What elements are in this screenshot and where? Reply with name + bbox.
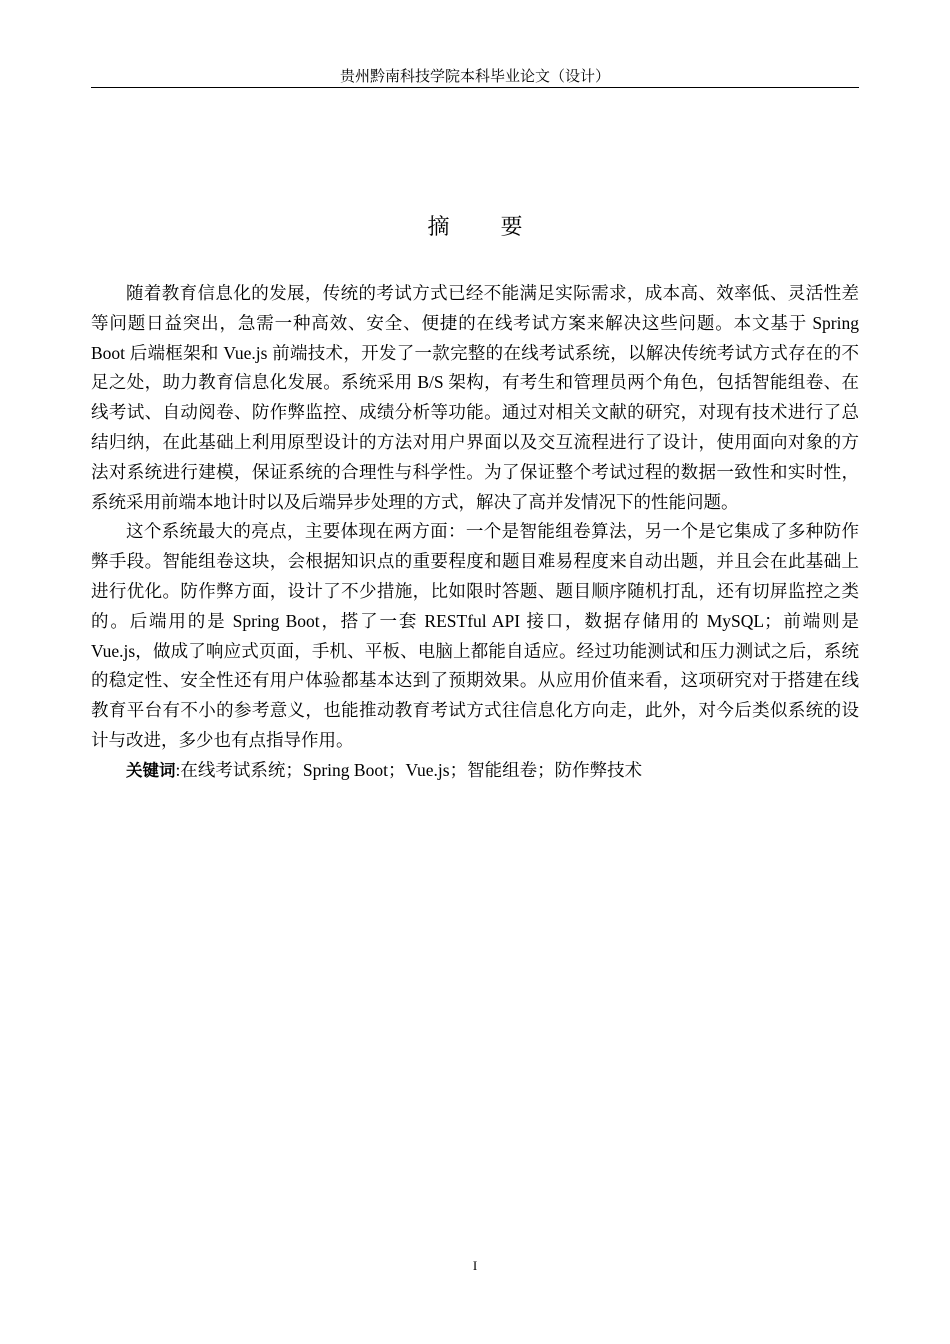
abstract-title: 摘 要: [427, 215, 545, 240]
keywords-line: [91, 756, 859, 786]
keywords-separator: :: [175, 759, 181, 780]
abstract-paragraph-2: 这个系统最大的亮点，主要体现在两方面：一个是智能组卷算法，另一个是它集成了多种防作弊手段。智能组卷这块，会根据知识点的重要程度和题目难易程度来自动出题，并且会在此基础上进行优化。防作弊方面，设计了不少措施，比如限时答题、题目顺序随机打乱，还有切屏监控之类的。后端用的是 Spring Boot，搭了一套 RESTful API 接口，数据存储用的 MySQL；前端则是 Vue.js，做成了响应式页面，手机、平板、电脑上都能自适应。经过功能测试和压力测试之后，系统的稳定性、安全性还有用户体验都基本达到了预期效果。从应用价值来看，这项研究对于搭建在线教育平台有不小的参考意义，也能推动教育考试方式往信息化方向走，此外，对今后类似系统的设计与改进，多少也有点指导作用。: [91, 521, 859, 750]
page-header: [91, 67, 859, 88]
keywords-label: 关键词: [126, 760, 176, 780]
header-text: 贵州黔南科技学院本科毕业论文（设计）: [339, 69, 610, 85]
abstract-paragraph-1: 随着教育信息化的发展，传统的考试方式已经不能满足实际需求，成本高、效率低、灵活性差等问题日益突出，急需一种高效、安全、便捷的在线考试方案来解决这些问题。本文基于 Spring Boot 后端框架和 Vue.js 前端技术，开发了一款完整的在线考试系统，以解决传统考试方式存在的不足之处，助力教育信息化发展。系统采用 B/S 架构，有考生和管理员两个角色，包括智能组卷、在线考试、自动阅卷、防作弊监控、成绩分析等功能。通过对相关文献的研究，对现有技术进行了总结归纳，在此基础上利用原型设计的方法对用户界面以及交互流程进行了设计，使用面向对象的方法对系统进行建模，保证系统的合理性与科学性。为了保证整个考试过程的数据一致性和实时性，系统采用前端本地计时以及后端异步处理的方式，解决了高并发情况下的性能问题。: [91, 283, 859, 512]
page-number: I: [472, 1258, 478, 1273]
abstract-body: [91, 279, 859, 786]
keywords-text: 在线考试系统；Spring Boot；Vue.js；智能组卷；防作弊技术: [180, 759, 643, 780]
